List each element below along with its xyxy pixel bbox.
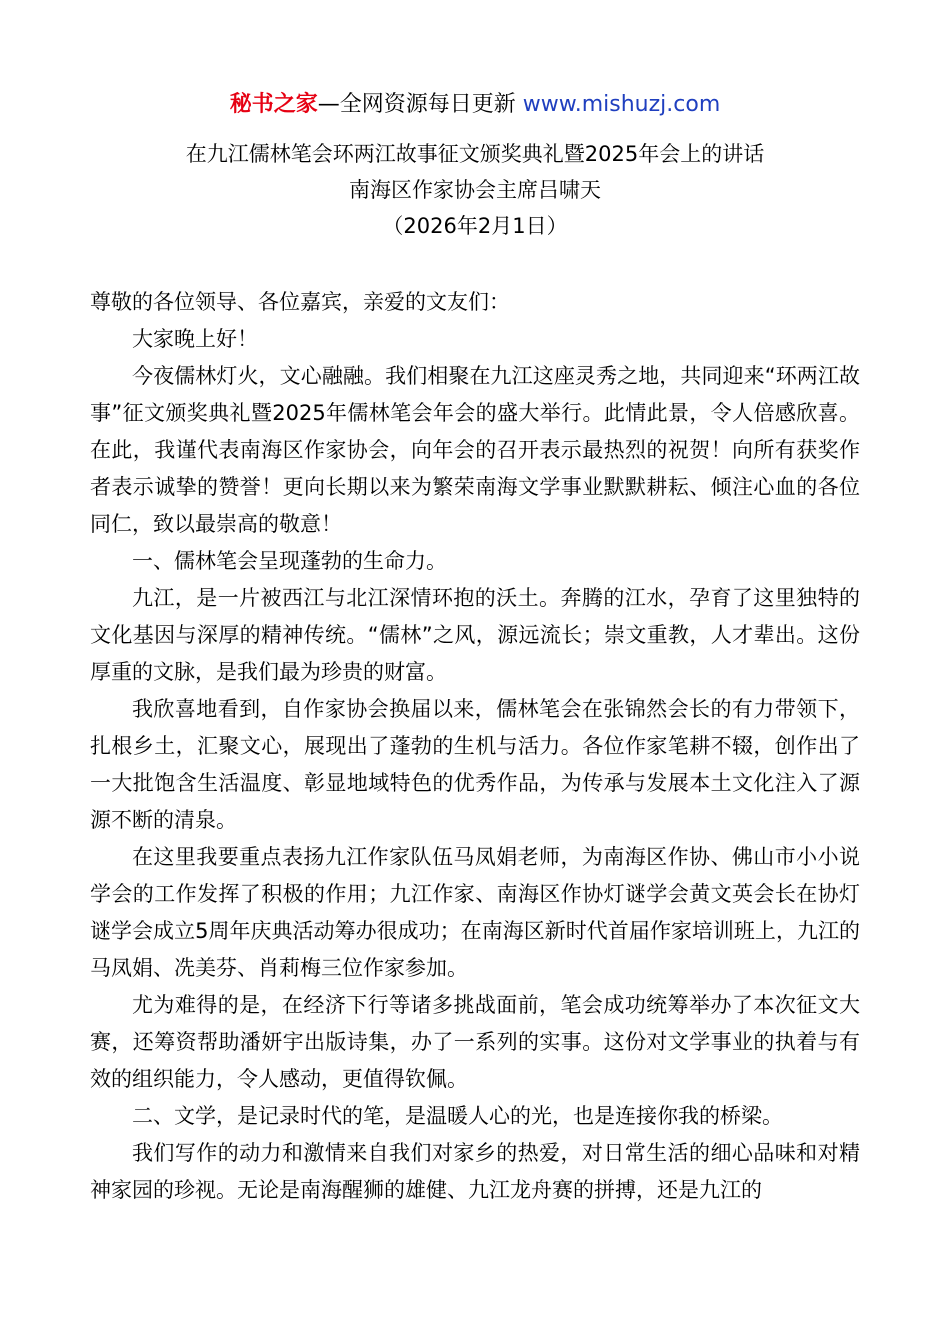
speech-title-block xyxy=(0,136,950,244)
speech-date: （2026年2月1日） xyxy=(382,214,568,238)
speech-author: 南海区作家协会主席吕啸天 xyxy=(349,178,601,202)
paragraph: 我欣喜地看到，自作家协会换届以来，儒林笔会在张锦然会长的有力带领下，扎根乡土，汇聚文心，展现出了蓬勃的生机与活力。各位作家笔耕不辍，创作出了一大批饱含生活温度、彰显地域特色的优秀作品，为传承与发展本土文化注入了源源不断的清泉。 xyxy=(90,697,860,832)
paragraph: 今夜儒林灯火，文心融融。我们相聚在九江这座灵秀之地，共同迎来“环两江故事”征文颁奖典礼暨2025年儒林笔会年会的盛大举行。此情此景，令人倍感欣喜。在此，我谨代表南海区作家协会，向年会的召开表示最热烈的祝贺！向所有获奖作者表示诚挚的赞誉！更向长期以来为繁荣南海文学事业默默耕耘、倾注心血的各位同仁，致以最崇高的敬意！ xyxy=(90,364,860,536)
paragraph: 在这里我要重点表扬九江作家队伍马凤娟老师，为南海区作协、佛山市小小说学会的工作发挥了积极的作用；九江作家、南海区作协灯谜学会黄文英会长在协灯谜学会成立5周年庆典活动筹办很成功；在南海区新时代首届作家培训班上，九江的马凤娟、冼美芬、肖莉梅三位作家参加。 xyxy=(90,845,860,980)
paragraph: 我们写作的动力和激情来自我们对家乡的热爱，对日常生活的细心品味和对精神家园的珍视。无论是南海醒狮的雄健、九江龙舟赛的拼搏，还是九江的 xyxy=(90,1141,860,1202)
section-heading: 二、文学，是记录时代的笔，是温暖人心的光，也是连接你我的桥梁。 xyxy=(132,1104,783,1128)
site-url-link[interactable]: www.mishuzj.com xyxy=(522,92,721,117)
speech-body xyxy=(90,284,860,1209)
speech-title: 在九江儒林笔会环两江故事征文颁奖典礼暨2025年会上的讲话 xyxy=(185,142,765,166)
greeting: 大家晚上好！ xyxy=(132,327,258,351)
site-header xyxy=(0,88,950,122)
salutation: 尊敬的各位领导、各位嘉宾，亲爱的文友们： xyxy=(90,290,510,314)
section-heading: 一、儒林笔会呈现蓬勃的生命力。 xyxy=(132,549,447,573)
paragraph: 尤为难得的是，在经济下行等诸多挑战面前，笔会成功统筹举办了本次征文大赛，还筹资帮助潘妍宇出版诗集，办了一系列的实事。这份对文学事业的执着与有效的组织能力，令人感动，更值得钦佩。 xyxy=(90,993,860,1091)
paragraph: 九江，是一片被西江与北江深情环抱的沃土。奔腾的江水，孕育了这里独特的文化基因与深厚的精神传统。“儒林”之风，源远流长；崇文重教，人才辈出。这份厚重的文脉，是我们最为珍贵的财富。 xyxy=(90,586,860,684)
header-tagline: —全网资源每日更新 xyxy=(317,92,516,117)
brand-name: 秘书之家 xyxy=(229,92,318,117)
